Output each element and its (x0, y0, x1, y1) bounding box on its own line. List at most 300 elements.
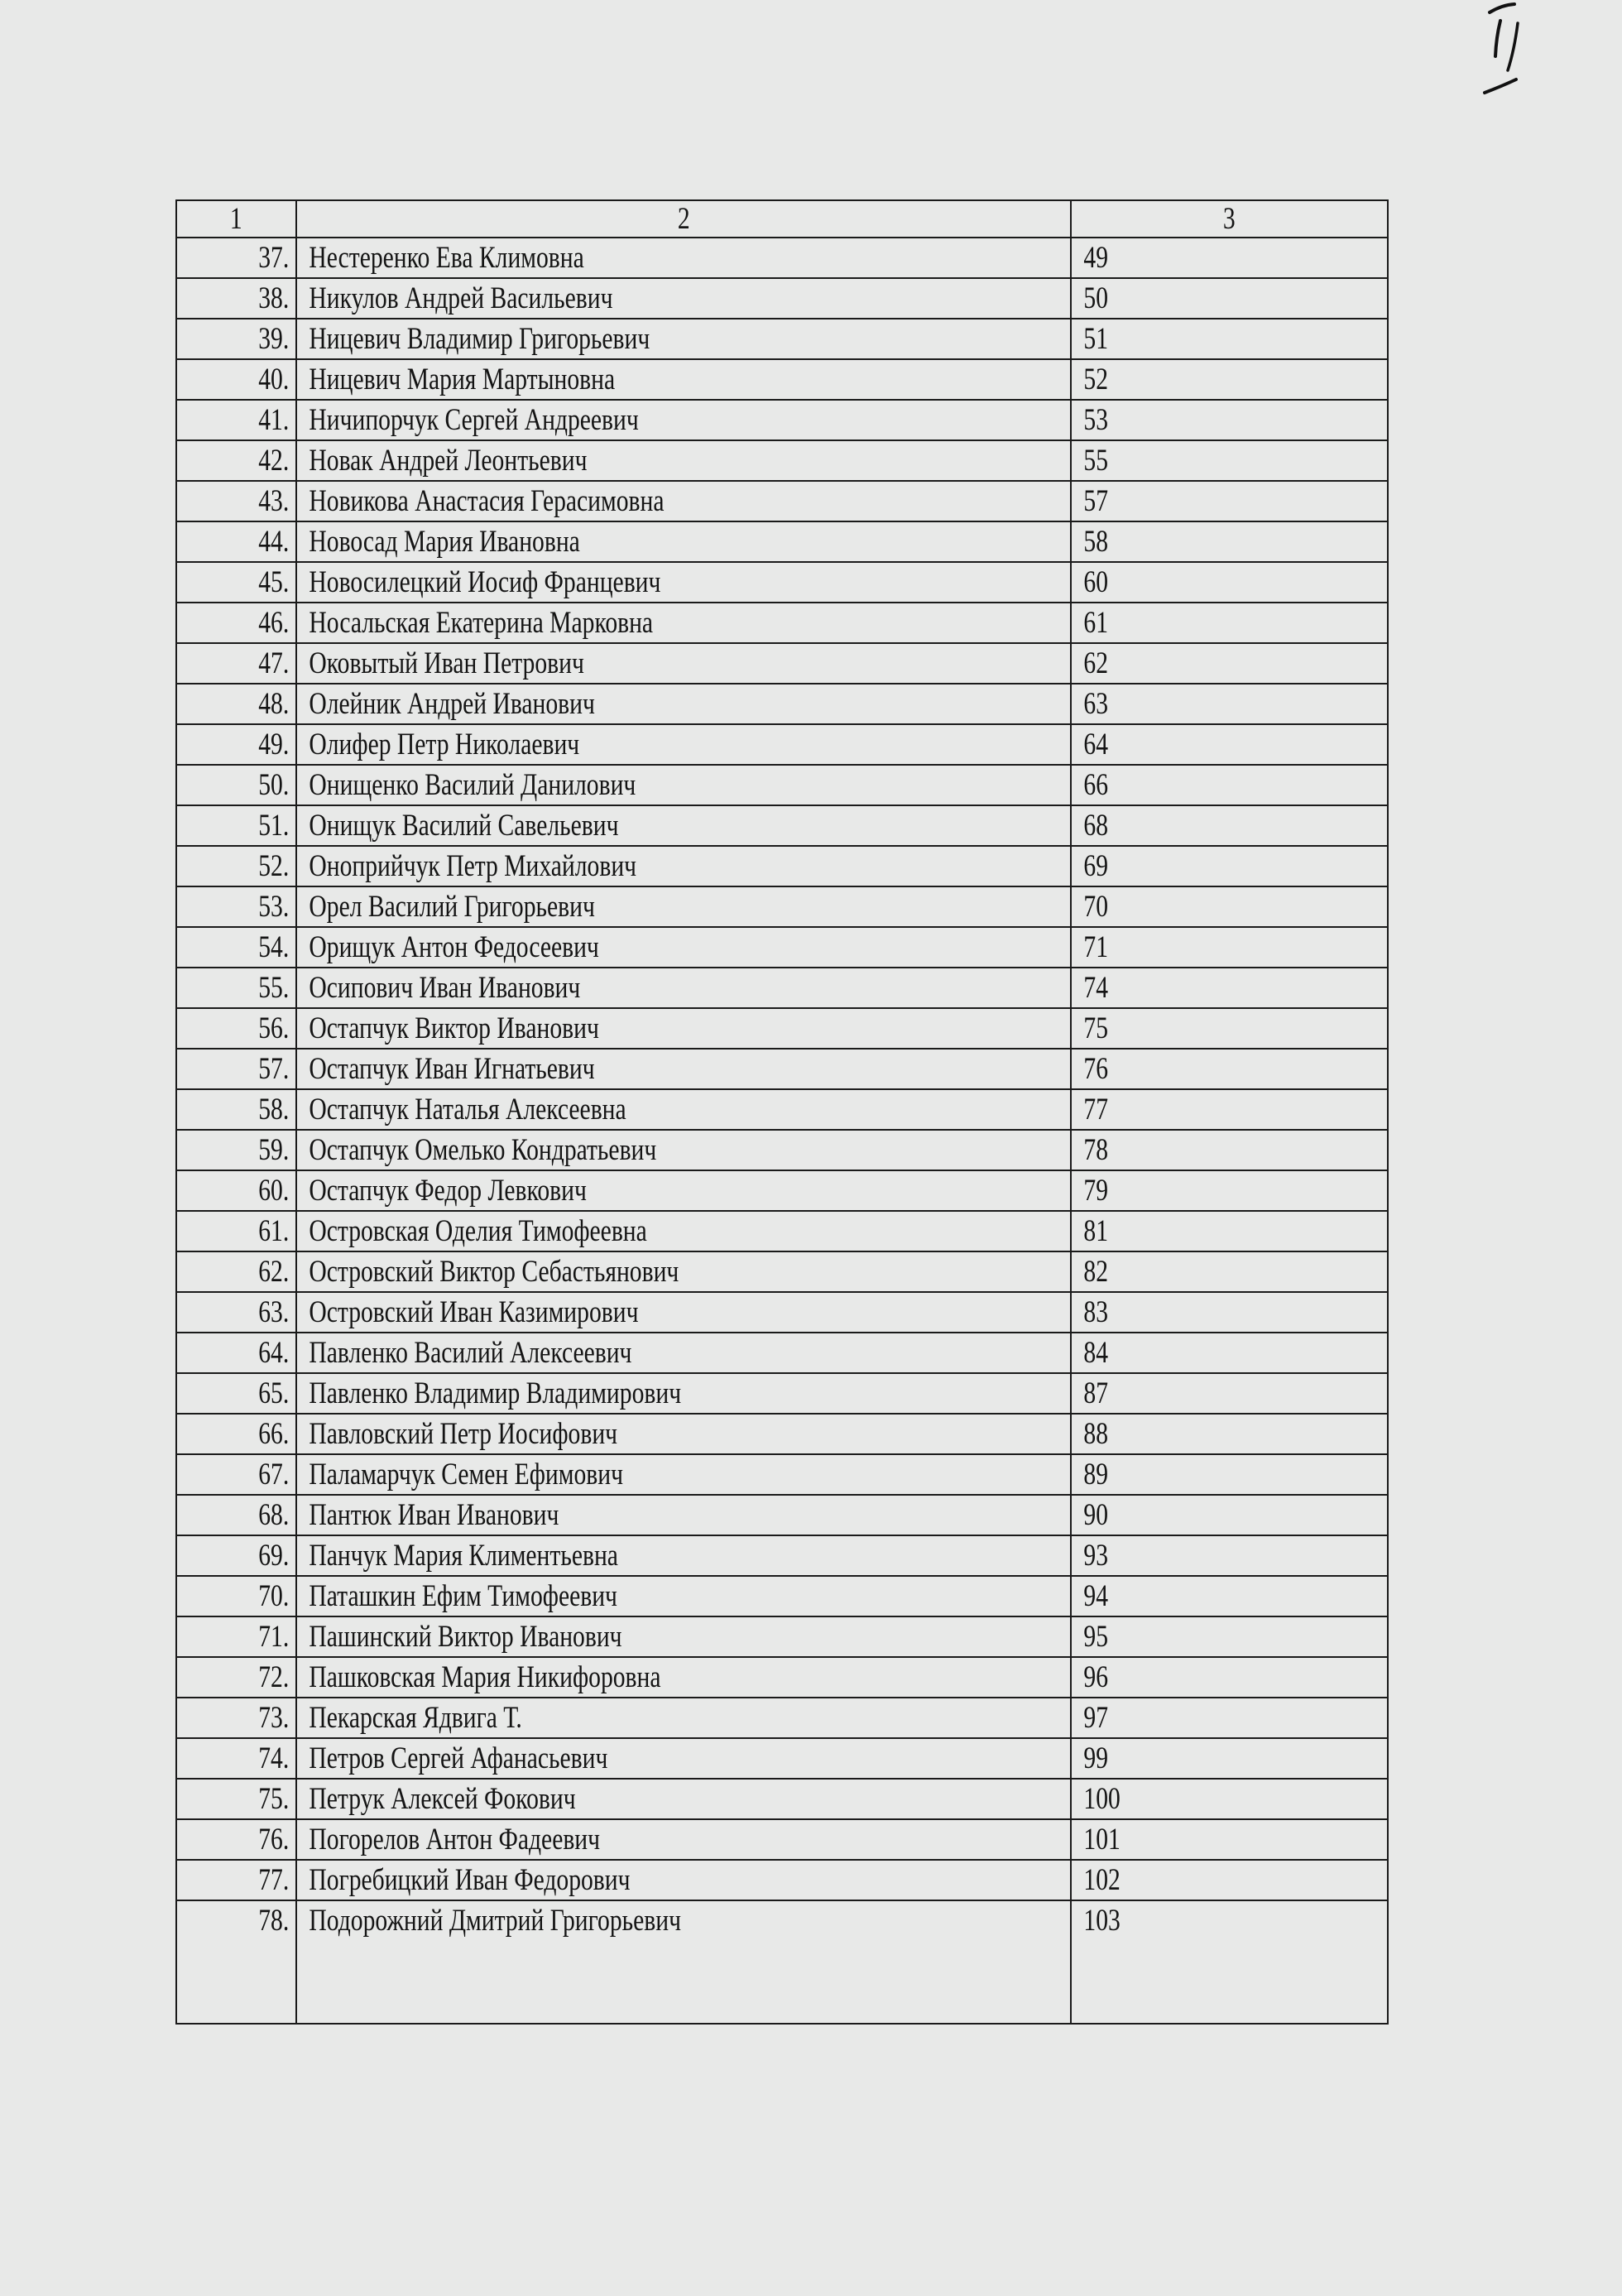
row-number: 52. (258, 849, 289, 883)
page-number-cell (1071, 765, 1388, 805)
table-row (176, 1170, 1388, 1211)
row-number-cell (176, 846, 296, 886)
person-name-cell (296, 400, 1071, 440)
person-name: Пашинский Виктор Иванович (309, 1620, 622, 1654)
row-number: 50. (258, 768, 289, 802)
person-name: Онищенко Василий Данилович (309, 768, 636, 802)
row-number-cell (176, 1900, 296, 2024)
table-row (176, 1657, 1388, 1698)
person-name: Пекарская Ядвига Т. (309, 1701, 522, 1735)
page-number: 55 (1083, 444, 1108, 478)
table-row (176, 278, 1388, 319)
page-number-cell (1071, 1333, 1388, 1373)
page-number: 83 (1083, 1295, 1108, 1329)
table-row (176, 1576, 1388, 1616)
page-number-cell (1071, 1576, 1388, 1616)
row-number: 44. (258, 525, 289, 559)
row-number: 65. (258, 1376, 289, 1410)
header-col-3 (1071, 200, 1388, 238)
row-number-cell (176, 1211, 296, 1251)
row-number: 46. (258, 606, 289, 640)
page-number: 70 (1083, 890, 1108, 924)
person-name: Петрук Алексей Фокович (309, 1782, 576, 1816)
page-number: 76 (1083, 1052, 1108, 1086)
person-name-cell (296, 1170, 1071, 1211)
person-name: Олейник Андрей Иванович (309, 687, 595, 721)
person-name-cell (296, 562, 1071, 603)
row-number: 40. (258, 363, 289, 396)
row-number-cell (176, 684, 296, 724)
person-name: Островская Оделия Тимофеевна (309, 1214, 647, 1248)
row-number: 54. (258, 930, 289, 964)
page-number-cell (1071, 1089, 1388, 1130)
person-name: Остапчук Виктор Иванович (309, 1011, 599, 1045)
page-number: 62 (1083, 646, 1108, 680)
row-number-cell (176, 603, 296, 643)
row-number: 56. (258, 1011, 289, 1045)
table-row (176, 521, 1388, 562)
page-number-cell (1071, 278, 1388, 319)
page-number: 96 (1083, 1660, 1108, 1694)
page-number: 69 (1083, 849, 1108, 883)
person-name: Оноприйчук Петр Михайлович (309, 849, 637, 883)
row-number: 60. (258, 1174, 289, 1208)
header-col-1 (176, 200, 296, 238)
person-name-cell (296, 1616, 1071, 1657)
table-row (176, 1251, 1388, 1292)
person-name-cell (296, 1738, 1071, 1779)
handwritten-page-number (1473, 0, 1531, 103)
row-number-cell (176, 400, 296, 440)
person-name-cell (296, 1779, 1071, 1819)
page-number-cell (1071, 1130, 1388, 1170)
row-number-cell (176, 1130, 296, 1170)
table-row (176, 724, 1388, 765)
page-number-cell (1071, 1860, 1388, 1900)
page-number: 103 (1083, 1904, 1121, 1938)
row-number-cell (176, 1170, 296, 1211)
page-number: 51 (1083, 322, 1108, 356)
row-number: 61. (258, 1214, 289, 1248)
table-row (176, 765, 1388, 805)
row-number-cell (176, 1819, 296, 1860)
row-number-cell (176, 643, 296, 684)
person-name: Остапчук Федор Левкович (309, 1174, 587, 1208)
person-name: Ницевич Владимир Григорьевич (309, 322, 650, 356)
page-number-cell (1071, 359, 1388, 400)
person-name: Остапчук Наталья Алексеевна (309, 1093, 626, 1126)
row-number-cell (176, 886, 296, 927)
row-number-cell (176, 724, 296, 765)
page-number-cell (1071, 1657, 1388, 1698)
person-name-cell (296, 1860, 1071, 1900)
page-number-cell (1071, 1454, 1388, 1495)
row-number-cell (176, 805, 296, 846)
row-number-cell (176, 1333, 296, 1373)
person-name-cell (296, 521, 1071, 562)
row-number: 51. (258, 809, 289, 843)
table-row (176, 1616, 1388, 1657)
row-number: 45. (258, 565, 289, 599)
table-row (176, 968, 1388, 1008)
person-name: Орищук Антон Федосеевич (309, 930, 599, 964)
page-number-cell (1071, 1900, 1388, 2024)
person-name-cell (296, 1657, 1071, 1698)
row-number: 37. (258, 241, 289, 275)
person-name-cell (296, 805, 1071, 846)
person-name: Павленко Владимир Владимирович (309, 1376, 682, 1410)
person-name-cell (296, 765, 1071, 805)
row-number-cell (176, 1698, 296, 1738)
page-number: 60 (1083, 565, 1108, 599)
row-number-cell (176, 278, 296, 319)
person-name: Остапчук Иван Игнатьевич (309, 1052, 595, 1086)
page-number: 84 (1083, 1336, 1108, 1370)
person-name-cell (296, 1251, 1071, 1292)
row-number: 63. (258, 1295, 289, 1329)
row-number: 49. (258, 728, 289, 761)
row-number: 48. (258, 687, 289, 721)
page-number: 64 (1083, 728, 1108, 761)
person-name: Ничипорчук Сергей Андреевич (309, 403, 639, 437)
person-name: Олифер Петр Николаевич (309, 728, 580, 761)
header-col-3-label: 3 (1223, 202, 1236, 236)
page-number-cell (1071, 603, 1388, 643)
table-row (176, 1900, 1388, 2024)
table-row (176, 805, 1388, 846)
header-col-2-label: 2 (677, 202, 690, 236)
table-row (176, 1535, 1388, 1576)
person-name: Ницевич Мария Мартыновна (309, 363, 616, 396)
page-number-cell (1071, 805, 1388, 846)
page-number: 101 (1083, 1823, 1121, 1856)
page-number-cell (1071, 1616, 1388, 1657)
row-number: 38. (258, 281, 289, 315)
table-row (176, 481, 1388, 521)
page-number-cell (1071, 724, 1388, 765)
row-number: 71. (258, 1620, 289, 1654)
row-number: 70. (258, 1579, 289, 1613)
page-number-cell (1071, 562, 1388, 603)
person-name: Погорелов Антон Фадеевич (309, 1823, 601, 1856)
page-number: 77 (1083, 1093, 1108, 1126)
person-name: Нестеренко Ева Климовна (309, 241, 584, 275)
row-number: 41. (258, 403, 289, 437)
page-number: 49 (1083, 241, 1108, 275)
table-row (176, 684, 1388, 724)
row-number: 78. (258, 1904, 289, 1938)
person-name-cell (296, 968, 1071, 1008)
page-number: 97 (1083, 1701, 1108, 1735)
page-number: 68 (1083, 809, 1108, 843)
row-number-cell (176, 1535, 296, 1576)
page-number-cell (1071, 1495, 1388, 1535)
page-number-cell (1071, 1170, 1388, 1211)
person-name-cell (296, 1049, 1071, 1089)
person-name: Осипович Иван Иванович (309, 971, 581, 1005)
table-row (176, 1698, 1388, 1738)
person-name-cell (296, 359, 1071, 400)
table-row (176, 562, 1388, 603)
person-name: Паламарчук Семен Ефимович (309, 1458, 623, 1491)
person-name: Остапчук Омелько Кондратьевич (309, 1133, 657, 1167)
row-number: 64. (258, 1336, 289, 1370)
person-name: Паташкин Ефим Тимофеевич (309, 1579, 617, 1613)
person-name-cell (296, 440, 1071, 481)
page-number-cell (1071, 1414, 1388, 1454)
row-number: 77. (258, 1863, 289, 1897)
person-name-cell (296, 1495, 1071, 1535)
person-name-cell (296, 1373, 1071, 1414)
row-number-cell (176, 481, 296, 521)
page-number-cell (1071, 968, 1388, 1008)
row-number-cell (176, 1657, 296, 1698)
row-number: 72. (258, 1660, 289, 1694)
row-number-cell (176, 562, 296, 603)
page-number: 75 (1083, 1011, 1108, 1045)
page-number: 79 (1083, 1174, 1108, 1208)
person-name: Пашковская Мария Никифоровна (309, 1660, 661, 1694)
person-name: Островский Иван Казимирович (309, 1295, 639, 1329)
person-name-cell (296, 1089, 1071, 1130)
page-number-cell (1071, 927, 1388, 968)
person-name: Павловский Петр Иосифович (309, 1417, 618, 1451)
page-number: 74 (1083, 971, 1108, 1005)
row-number: 62. (258, 1255, 289, 1289)
row-number: 57. (258, 1052, 289, 1086)
table-row (176, 1819, 1388, 1860)
header-col-1-label: 1 (230, 202, 242, 236)
table-row (176, 1333, 1388, 1373)
row-number: 68. (258, 1498, 289, 1532)
page-number-cell (1071, 1251, 1388, 1292)
row-number: 59. (258, 1133, 289, 1167)
row-number-cell (176, 1251, 296, 1292)
page-number-cell (1071, 238, 1388, 278)
person-name-cell (296, 684, 1071, 724)
table-row (176, 1008, 1388, 1049)
row-number-cell (176, 1576, 296, 1616)
person-name: Носальская Екатерина Марковна (309, 606, 654, 640)
page-number-cell (1071, 1535, 1388, 1576)
person-name-cell (296, 1333, 1071, 1373)
row-number: 75. (258, 1782, 289, 1816)
person-name-cell (296, 724, 1071, 765)
row-number: 67. (258, 1458, 289, 1491)
table-row (176, 359, 1388, 400)
page-number-cell (1071, 1292, 1388, 1333)
page-number-cell (1071, 684, 1388, 724)
row-number-cell (176, 1495, 296, 1535)
page-number-cell (1071, 1698, 1388, 1738)
page-number: 78 (1083, 1133, 1108, 1167)
person-name: Новосад Мария Ивановна (309, 525, 580, 559)
table-row (176, 440, 1388, 481)
row-number-cell (176, 521, 296, 562)
person-name-cell (296, 1535, 1071, 1576)
row-number-cell (176, 359, 296, 400)
page-number: 87 (1083, 1376, 1108, 1410)
page-number: 66 (1083, 768, 1108, 802)
row-number: 43. (258, 484, 289, 518)
person-name: Оковытый Иван Петрович (309, 646, 584, 680)
page-number: 63 (1083, 687, 1108, 721)
page-number: 61 (1083, 606, 1108, 640)
page-number-cell (1071, 1211, 1388, 1251)
person-name: Никулов Андрей Васильевич (309, 281, 613, 315)
row-number-cell (176, 765, 296, 805)
person-name-cell (296, 1454, 1071, 1495)
person-name-cell (296, 1008, 1071, 1049)
table-row (176, 1860, 1388, 1900)
person-name-cell (296, 278, 1071, 319)
row-number: 73. (258, 1701, 289, 1735)
person-name-cell (296, 1211, 1071, 1251)
page-number: 95 (1083, 1620, 1108, 1654)
person-name-cell (296, 1819, 1071, 1860)
person-name-cell (296, 886, 1071, 927)
person-name: Новак Андрей Леонтьевич (309, 444, 588, 478)
row-number: 58. (258, 1093, 289, 1126)
row-number: 42. (258, 444, 289, 478)
table-row (176, 1495, 1388, 1535)
page-number: 81 (1083, 1214, 1108, 1248)
row-number-cell (176, 1454, 296, 1495)
page-number-cell (1071, 1738, 1388, 1779)
page-number-cell (1071, 481, 1388, 521)
table-row (176, 1089, 1388, 1130)
header-col-2 (296, 200, 1071, 238)
person-name: Павленко Василий Алексеевич (309, 1336, 632, 1370)
row-number-cell (176, 1292, 296, 1333)
page-number: 90 (1083, 1498, 1108, 1532)
page-number: 99 (1083, 1741, 1108, 1775)
page-number-cell (1071, 1049, 1388, 1089)
row-number-cell (176, 1616, 296, 1657)
row-number-cell (176, 1414, 296, 1454)
table-row (176, 400, 1388, 440)
row-number-cell (176, 319, 296, 359)
person-name-cell (296, 603, 1071, 643)
row-number-cell (176, 1860, 296, 1900)
table-row (176, 238, 1388, 278)
person-name-cell (296, 238, 1071, 278)
person-name: Пантюк Иван Иванович (309, 1498, 559, 1532)
person-name-cell (296, 643, 1071, 684)
table-row (176, 846, 1388, 886)
row-number-cell (176, 1373, 296, 1414)
page-number: 102 (1083, 1863, 1121, 1897)
page-number-cell (1071, 400, 1388, 440)
person-name-cell (296, 927, 1071, 968)
row-number-cell (176, 968, 296, 1008)
table-row (176, 1454, 1388, 1495)
person-name: Новосилецкий Иосиф Францевич (309, 565, 661, 599)
table-row (176, 1049, 1388, 1089)
table-row (176, 1373, 1388, 1414)
table-row (176, 886, 1388, 927)
table-row (176, 1130, 1388, 1170)
page-number: 52 (1083, 363, 1108, 396)
row-number-cell (176, 1049, 296, 1089)
row-number-cell (176, 1089, 296, 1130)
page-number-cell (1071, 1008, 1388, 1049)
page-number: 93 (1083, 1539, 1108, 1573)
page-number: 94 (1083, 1579, 1108, 1613)
person-name-cell (296, 1576, 1071, 1616)
page-number-cell (1071, 1373, 1388, 1414)
row-number: 39. (258, 322, 289, 356)
person-name: Онищук Василий Савельевич (309, 809, 619, 843)
name-index-table (175, 199, 1389, 2025)
page-number: 89 (1083, 1458, 1108, 1491)
row-number: 53. (258, 890, 289, 924)
row-number-cell (176, 440, 296, 481)
table-row (176, 1414, 1388, 1454)
row-number: 69. (258, 1539, 289, 1573)
person-name: Островский Виктор Себастьянович (309, 1255, 679, 1289)
table-row (176, 603, 1388, 643)
page-number-cell (1071, 440, 1388, 481)
page-number-cell (1071, 643, 1388, 684)
person-name: Погребицкий Иван Федорович (309, 1863, 631, 1897)
table-row (176, 1779, 1388, 1819)
person-name-cell (296, 481, 1071, 521)
row-number-cell (176, 927, 296, 968)
person-name-cell (296, 846, 1071, 886)
page-number-cell (1071, 521, 1388, 562)
row-number: 55. (258, 971, 289, 1005)
row-number: 66. (258, 1417, 289, 1451)
person-name-cell (296, 1130, 1071, 1170)
page-number-cell (1071, 319, 1388, 359)
page-number-cell (1071, 846, 1388, 886)
row-number-cell (176, 238, 296, 278)
person-name: Орел Василий Григорьевич (309, 890, 595, 924)
row-number-cell (176, 1779, 296, 1819)
page-number-cell (1071, 886, 1388, 927)
table-row (176, 1738, 1388, 1779)
page-number-cell (1071, 1779, 1388, 1819)
person-name: Панчук Мария Климентьевна (309, 1539, 618, 1573)
person-name-cell (296, 1900, 1071, 2024)
person-name: Подорожний Дмитрий Григорьевич (309, 1904, 681, 1938)
page-number: 71 (1083, 930, 1108, 964)
page-number-cell (1071, 1819, 1388, 1860)
person-name-cell (296, 319, 1071, 359)
table-row (176, 319, 1388, 359)
person-name-cell (296, 1414, 1071, 1454)
table-row (176, 927, 1388, 968)
row-number: 76. (258, 1823, 289, 1856)
page-number: 58 (1083, 525, 1108, 559)
page-number: 53 (1083, 403, 1108, 437)
table-row (176, 1211, 1388, 1251)
table-row (176, 1292, 1388, 1333)
page-number: 57 (1083, 484, 1108, 518)
person-name-cell (296, 1698, 1071, 1738)
row-number: 47. (258, 646, 289, 680)
person-name-cell (296, 1292, 1071, 1333)
table-header-row (176, 200, 1388, 238)
row-number-cell (176, 1008, 296, 1049)
page-number: 82 (1083, 1255, 1108, 1289)
row-number: 74. (258, 1741, 289, 1775)
person-name: Новикова Анастасия Герасимовна (309, 484, 665, 518)
person-name: Петров Сергей Афанасьевич (309, 1741, 608, 1775)
page-number: 88 (1083, 1417, 1108, 1451)
page-number: 100 (1083, 1782, 1121, 1816)
